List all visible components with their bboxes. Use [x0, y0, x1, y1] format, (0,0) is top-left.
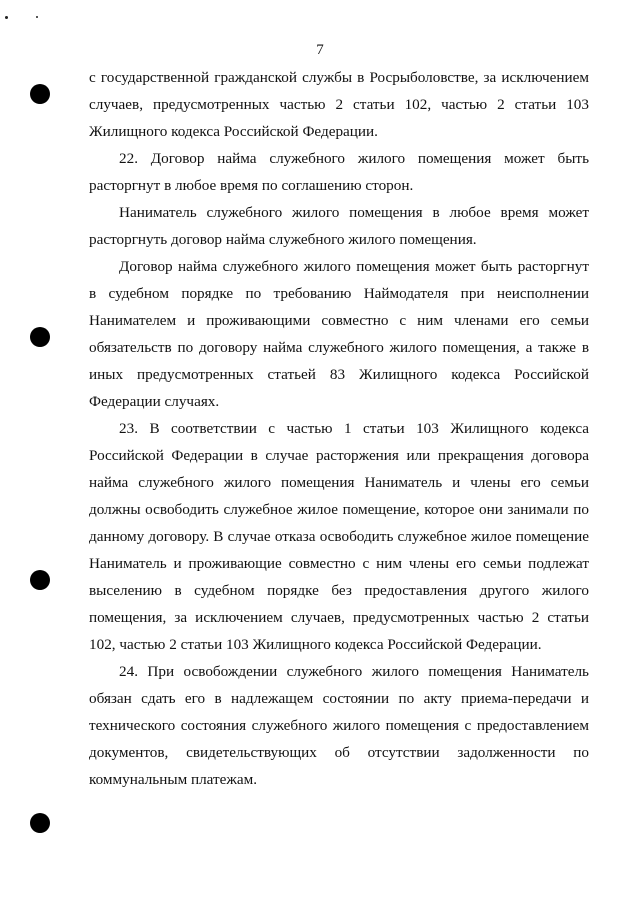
paragraph: 22. Договор найма служебного жилого помещения может быть расторгнут в любое время по соглашению сторон. [89, 150, 589, 194]
binder-hole [30, 813, 50, 833]
paragraph: Договор найма служебного жилого помещения может быть расторгнут в судебном порядке по требованию Наймодателя при неисполнении Нанимателем и проживающими совместно с ним членами его семьи обязательств по договору найма служебного жилого помещения, а также в иных предусмотренных статьей 83 Жилищного кодекса Российской Федерации случаях. [89, 258, 589, 410]
binder-hole [30, 84, 50, 104]
scan-speck [5, 16, 8, 19]
scan-speck [36, 16, 38, 18]
binder-hole [30, 570, 50, 590]
document-body [89, 64, 589, 793]
page-number: 7 [316, 42, 324, 58]
paragraph: с государственной гражданской службы в Росрыболовстве, за исключением случаев, предусмотренных частью 2 статьи 102, частью 2 статьи 103 Жилищного кодекса Российской Федерации. [89, 69, 589, 140]
binder-hole [30, 327, 50, 347]
paragraph: Наниматель служебного жилого помещения в любое время может расторгнуть договор найма служебного жилого помещения. [89, 204, 589, 248]
paragraph: 23. В соответствии с частью 1 статьи 103 Жилищного кодекса Российской Федерации в случае расторжения или прекращения договора найма служебного жилого помещения Наниматель и члены его семьи должны освободить служебное жилое помещение, которое они занимали по данному договору. В случае отказа освободить служебное жилое помещение Наниматель и проживающие совместно с ним члены его семьи подлежат выселению в судебном порядке без предоставления другого жилого помещения, за исключением случаев, предусмотренных частью 2 статьи 102, частью 2 статьи 103 Жилищного кодекса Российской Федерации. [89, 420, 589, 653]
paragraph: 24. При освобождении служебного жилого помещения Наниматель обязан сдать его в надлежащем состоянии по акту приема-передачи и технического состояния служебного жилого помещения с предоставлением документов, свидетельствующих об отсутствии задолженности по коммунальным платежам. [89, 663, 589, 788]
